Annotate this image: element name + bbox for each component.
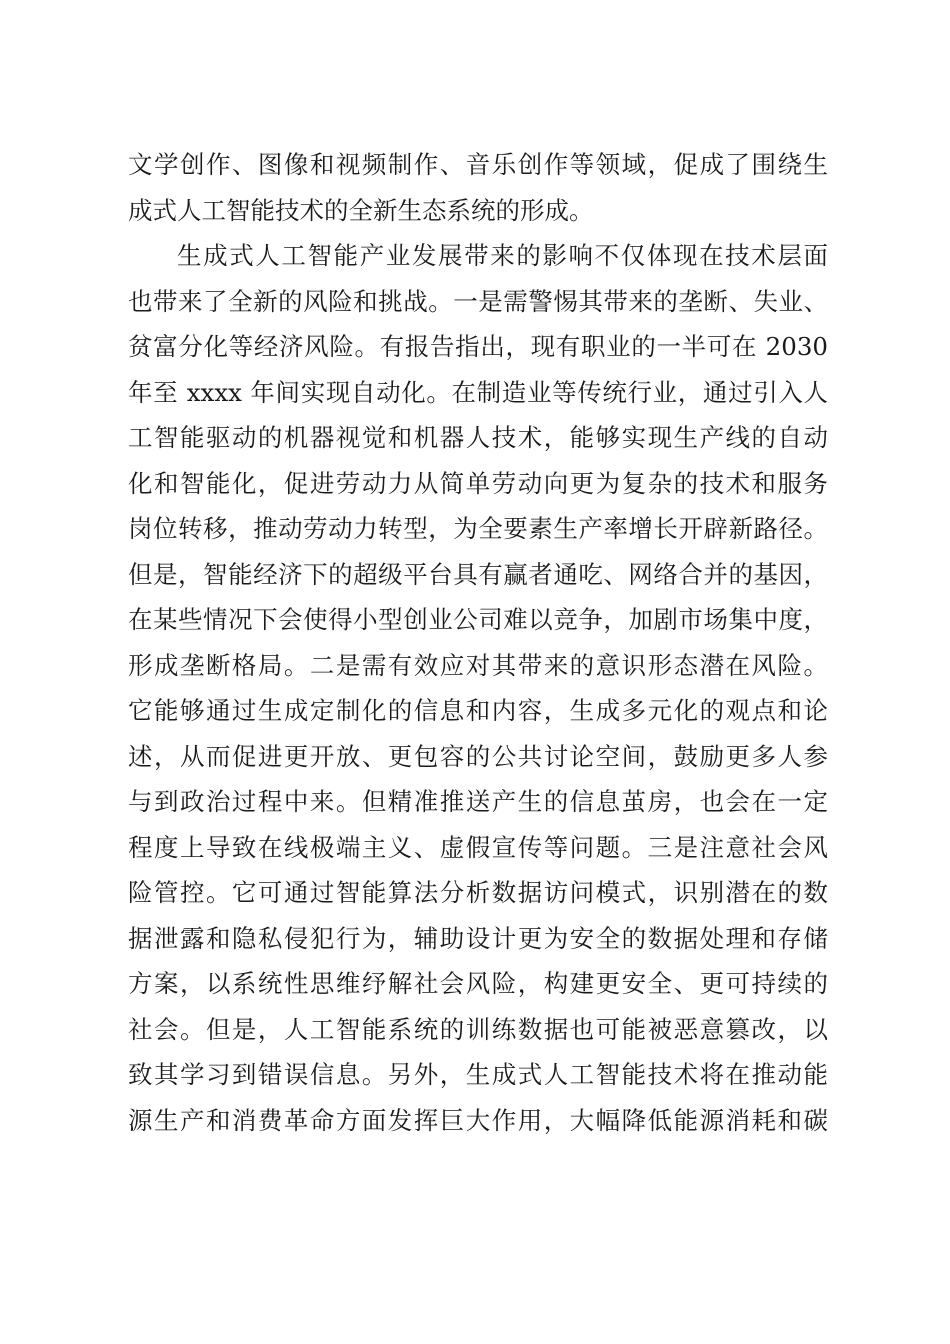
paragraph-2 [128, 233, 828, 1143]
text-line: 它能够通过生成定制化的信息和内容，生成多元化的观点和论 [128, 696, 828, 725]
text-line: 文学创作、图像和视频制作、音乐创作等领域，促成了围绕生 [128, 150, 828, 179]
text-line: 成式人工智能技术的全新生态系统的形成。 [128, 195, 594, 225]
text-line: 但是，智能经济下的超级平台具有赢者通吃、网络合并的基因， [128, 559, 828, 589]
text-line: 据泄露和隐私侵犯行为，辅助设计更为安全的数据处理和存储 [128, 923, 828, 953]
text-line: 年至 xxxx 年间实现自动化。在制造业等传统行业，通过引入人 [128, 377, 828, 407]
text-line: 化和智能化，促进劳动力从简单劳动向更为复杂的技术和服务 [128, 468, 828, 498]
text-line: 社会。但是，人工智能系统的训练数据也可能被恶意篡改，以 [128, 1014, 828, 1044]
text-line: 生成式人工智能产业发展带来的影响不仅体现在技术层面 [177, 241, 828, 270]
text-line: 方案，以系统性思维纾解社会风险，构建更安全、更可持续的 [128, 969, 828, 998]
text-line: 贫富分化等经济风险。有报告指出，现有职业的一半可在 2030 [128, 332, 828, 361]
text-line: 程度上导致在线极端主义、虚假宣传等问题。三是注意社会风 [128, 832, 828, 862]
text-line: 致其学习到错误信息。另外，生成式人工智能技术将在推动能 [128, 1060, 828, 1089]
text-line: 述，从而促进更开放、更包容的公共讨论空间，鼓励更多人参 [128, 741, 828, 771]
text-line: 形成垄断格局。二是需有效应对其带来的意识形态潜在风险。 [128, 650, 828, 680]
document-body [128, 142, 828, 1143]
text-line: 源生产和消费革命方面发挥巨大作用，大幅降低能源消耗和碳 [128, 1105, 828, 1135]
paragraph-1 [128, 142, 828, 233]
text-line: 工智能驱动的机器视觉和机器人技术，能够实现生产线的自动 [128, 423, 828, 452]
text-line: 险管控。它可通过智能算法分析数据访问模式，识别潜在的数 [128, 878, 828, 907]
text-line: 与到政治过程中来。但精准推送产生的信息茧房，也会在一定 [128, 787, 828, 816]
text-line: 也带来了全新的风险和挑战。一是需警惕其带来的垄断、失业、 [128, 286, 828, 316]
text-line: 在某些情况下会使得小型创业公司难以竞争，加剧市场集中度， [128, 605, 828, 634]
text-line: 岗位转移，推动劳动力转型，为全要素生产率增长开辟新路径。 [128, 514, 828, 543]
